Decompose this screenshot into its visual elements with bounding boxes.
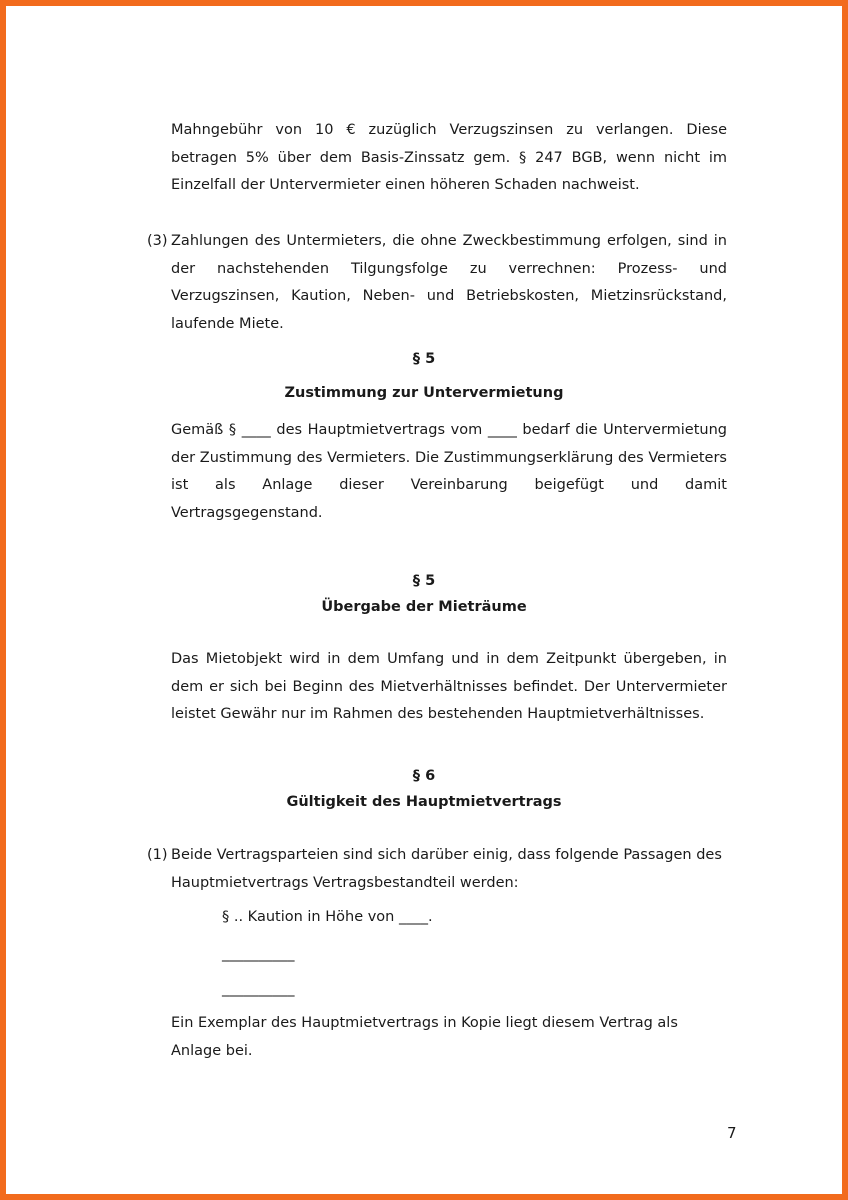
paragraph-zahlungen: Zahlungen des Untermieters, die ohne Zweckbestimmung erfolgen, sind in der nachstehenden Tilgungsfolge zu verrechnen: Prozess- und Verzugszinsen, Kaution, Neben- und Betriebskosten, Mietzinsrückstand, laufende Miete. bbox=[171, 233, 727, 332]
blank-line-2: __________ bbox=[222, 981, 295, 997]
paragraph-zustimmung: Gemäß § ____ des Hauptmietvertrags vom ____ bedarf die Untervermietung der Zustimmung des Vermieters. Die Zustimmungserklärung des Vermieters ist als Anlage dieser Vereinbarung beigefügt und damit Vertragsgegenstand. bbox=[171, 422, 727, 521]
page-number: 7 bbox=[727, 1124, 737, 1142]
paragraph-number-3: (3) bbox=[147, 233, 168, 249]
paragraph-passagen: Beide Vertragsparteien sind sich darüber einig, dass folgende Passagen des Hauptmietvertrags Vertragsbestandteil werden: bbox=[171, 847, 722, 891]
section-number-uebergabe: § 5 bbox=[412, 573, 436, 589]
kaution-line: § .. Kaution in Höhe von ____. bbox=[222, 909, 433, 925]
section-title-gueltigkeit: Gültigkeit des Hauptmietvertrags bbox=[286, 794, 562, 810]
section-number-gueltigkeit: § 6 bbox=[412, 768, 436, 784]
section-title-zustimmung: Zustimmung zur Untervermietung bbox=[284, 385, 564, 401]
paragraph-exemplar: Ein Exemplar des Hauptmietvertrags in Kopie liegt diesem Vertrag als Anlage bei. bbox=[171, 1015, 678, 1059]
item-number-1: (1) bbox=[147, 847, 168, 863]
paragraph-mahngebuehr: Mahngebühr von 10 € zuzüglich Verzugszinsen zu verlangen. Diese betragen 5% über dem Basis-Zinssatz gem. § 247 BGB, wenn nicht im Einzelfall der Untervermieter einen höheren Schaden nachweist. bbox=[171, 122, 727, 193]
section-number-zustimmung: § 5 bbox=[412, 351, 436, 367]
section-title-uebergabe: Übergabe der Mieträume bbox=[321, 599, 527, 615]
blank-line-1: __________ bbox=[222, 946, 295, 962]
paragraph-uebergabe: Das Mietobjekt wird in dem Umfang und in dem Zeitpunkt übergeben, in dem er sich bei Beginn des Mietverhältnisses befindet. Der Untervermieter leistet Gewähr nur im Rahmen des bestehenden Hauptmietverhältnisses. bbox=[171, 651, 727, 722]
